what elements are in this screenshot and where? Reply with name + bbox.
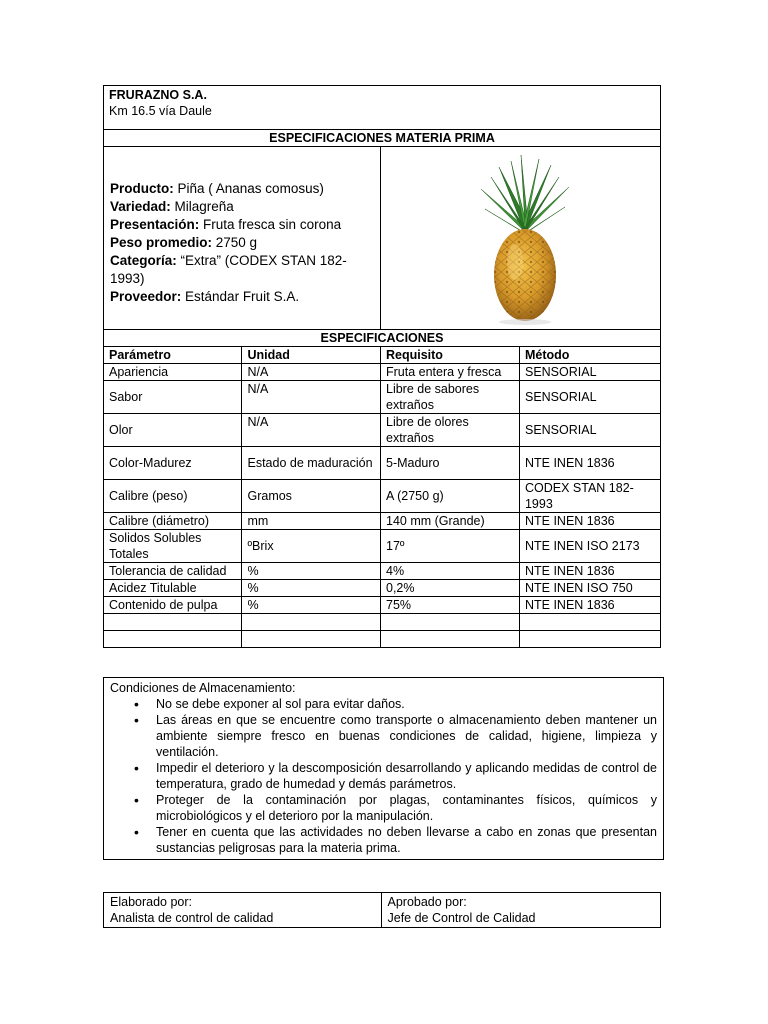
cell-requisito: 5-Maduro	[381, 447, 520, 480]
table-row	[104, 447, 661, 480]
pineapple-image	[381, 147, 657, 325]
presentacion-line: Presentación: Fruta fresca sin corona	[110, 217, 342, 232]
cell-metodo: NTE INEN 1836	[519, 447, 660, 480]
cell-parametro: Calibre (diámetro)	[104, 513, 242, 530]
cell-metodo: SENSORIAL	[519, 364, 660, 381]
table-row	[104, 414, 661, 447]
specs-header-row	[104, 347, 661, 364]
list-item: • Las áreas en que se encuentre como transporte o almacenamiento deben mantener un ambiente siempre fresco en buenas condiciones de calidad, higiene, limpieza y ventilación.	[156, 712, 657, 760]
aprobado-value: Jefe de Control de Calidad	[387, 911, 536, 925]
empty-row	[104, 631, 661, 648]
cell-unidad: N/A	[242, 414, 381, 447]
table-row	[104, 381, 661, 414]
proveedor-line: Proveedor: Estándar Fruit S.A.	[110, 289, 300, 304]
cell-unidad: mm	[242, 513, 381, 530]
col-header-requisito: Requisito	[381, 347, 520, 364]
cell-parametro: Sabor	[104, 381, 242, 414]
empty-row	[104, 614, 661, 631]
col-header-metodo: Método	[519, 347, 660, 364]
list-item: • Tener en cuenta que las actividades no deben llevarse a cabo en zonas que presentan sustancias peligrosas para la materia prima.	[156, 824, 657, 856]
cell-requisito: 140 mm (Grande)	[381, 513, 520, 530]
company-header	[104, 86, 661, 130]
elaborado-cell	[104, 893, 382, 928]
col-header-parametro: Parámetro	[104, 347, 242, 364]
table-row	[104, 597, 661, 614]
table-row	[104, 580, 661, 597]
storage-conditions	[103, 677, 664, 860]
company-address: Km 16.5 vía Daule	[109, 104, 212, 118]
cell-unidad: Estado de maduración	[242, 447, 381, 480]
producto-line: Producto: Piña ( Ananas comosus)	[110, 181, 324, 196]
cell-parametro: Tolerancia de calidad	[104, 563, 242, 580]
cell-metodo: CODEX STAN 182-1993	[519, 480, 660, 513]
spec-document-table	[103, 85, 661, 648]
cell-requisito: 0,2%	[381, 580, 520, 597]
cell-requisito: Libre de sabores extraños	[381, 381, 520, 414]
table-row	[104, 364, 661, 381]
cell-unidad: N/A	[242, 381, 381, 414]
table-row	[104, 563, 661, 580]
product-info	[104, 147, 381, 330]
cell-requisito: 75%	[381, 597, 520, 614]
categoria-line: Categoría: “Extra” (CODEX STAN 182-1993)	[110, 253, 347, 286]
cell-unidad: Gramos	[242, 480, 381, 513]
cell-metodo: NTE INEN ISO 750	[519, 580, 660, 597]
cell-requisito: 4%	[381, 563, 520, 580]
table-row	[104, 530, 661, 563]
cell-metodo: SENSORIAL	[519, 414, 660, 447]
aprobado-label: Aprobado por:	[387, 895, 467, 909]
cell-unidad: %	[242, 563, 381, 580]
storage-list	[110, 696, 657, 856]
cell-unidad: %	[242, 580, 381, 597]
cell-parametro: Acidez Titulable	[104, 580, 242, 597]
cell-parametro: Solidos Solubles Totales	[104, 530, 242, 563]
cell-parametro: Color-Madurez	[104, 447, 242, 480]
cell-requisito: 17º	[381, 530, 520, 563]
table-row	[104, 480, 661, 513]
specs-title: ESPECIFICACIONES	[104, 330, 661, 347]
cell-metodo: SENSORIAL	[519, 381, 660, 414]
cell-unidad: %	[242, 597, 381, 614]
cell-metodo: NTE INEN 1836	[519, 597, 660, 614]
product-image-cell	[381, 147, 661, 330]
list-item: • No se debe exponer al sol para evitar daños.	[156, 696, 657, 712]
elaborado-label: Elaborado por:	[110, 895, 193, 909]
cell-parametro: Calibre (peso)	[104, 480, 242, 513]
spec-title: ESPECIFICACIONES MATERIA PRIMA	[104, 130, 661, 147]
aprobado-cell	[381, 893, 661, 928]
elaborado-value: Analista de control de calidad	[110, 911, 274, 925]
cell-metodo: NTE INEN 1836	[519, 513, 660, 530]
variedad-line: Variedad: Milagreña	[110, 199, 234, 214]
company-name: FRURAZNO S.A.	[109, 88, 207, 102]
table-row	[104, 513, 661, 530]
cell-metodo: NTE INEN ISO 2173	[519, 530, 660, 563]
list-item: • Proteger de la contaminación por plagas, contaminantes físicos, químicos y microbiológicos y el deterioro por la manipulación.	[156, 792, 657, 824]
list-item: • Impedir el deterioro y la descomposición desarrollando y aplicando medidas de control de temperatura, grado de humedad y demás parámetros.	[156, 760, 657, 792]
cell-requisito: Fruta entera y fresca	[381, 364, 520, 381]
storage-title: Condiciones de Almacenamiento:	[110, 681, 296, 695]
cell-requisito: A (2750 g)	[381, 480, 520, 513]
cell-requisito: Libre de olores extraños	[381, 414, 520, 447]
cell-metodo: NTE INEN 1836	[519, 563, 660, 580]
col-header-unidad: Unidad	[242, 347, 381, 364]
peso-line: Peso promedio: 2750 g	[110, 235, 258, 250]
cell-parametro: Contenido de pulpa	[104, 597, 242, 614]
signature-table	[103, 892, 661, 928]
cell-parametro: Olor	[104, 414, 242, 447]
cell-unidad: N/A	[242, 364, 381, 381]
cell-unidad: ºBrix	[242, 530, 381, 563]
cell-parametro: Apariencia	[104, 364, 242, 381]
